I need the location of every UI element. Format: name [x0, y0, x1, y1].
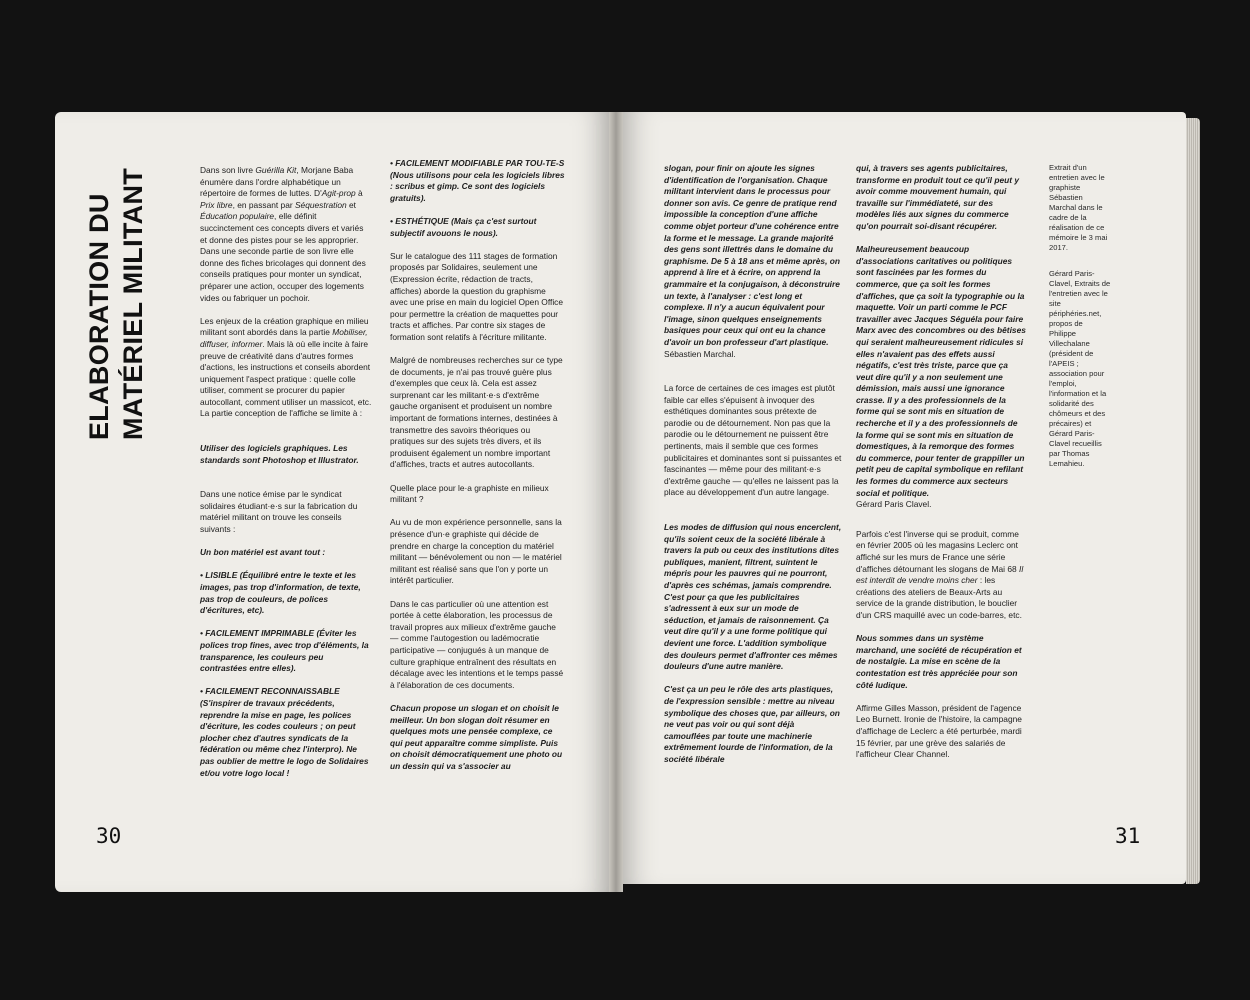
side-note-2: Gérard Paris-Clavel, Extraits de l'entretien avec le site périphéries.net, propos de Philippe Villechalane (président de l'APEIS ; association pour l'emploi, l'information et la solidarité des chômeurs et des précaires) et Gérard Paris-Clavel recueillis par Thomas Lemahieu.	[1049, 269, 1111, 468]
page-edges	[1186, 118, 1200, 884]
paragraph: La partie conception de l'affiche se limite à :	[200, 408, 363, 419]
quote: Chacun propose un slogan et on choisit le meilleur. Un bon slogan doit résumer en quelques mots une pensée complexe, ce qui peut apparaître comme simpliste. Puis on choisit démocratiquement une photo ou un dessin qui va s'associer au	[390, 702, 563, 771]
paragraph: Les enjeux de la création graphique en milieu militant sont abordés dans la partie Mobiliser, diffuser, informer. Mais là où elle incite à faire preuve de créativité dans d'autres formes d'actions, les instructions et conseils abordent uniquement l'aspect pratique : quelle colle utiliser, comment se procurer du papier autocollant, comment utiliser un massicot, etc.	[200, 315, 372, 407]
page-number-right: 31	[1115, 824, 1141, 848]
quote: Utiliser des logiciels graphiques. Les standards sont Photoshop et Illustrator.	[200, 443, 359, 465]
quote-attribution: Gérard Paris Clavel.	[856, 499, 932, 510]
quote: slogan, pour finir on ajoute les signes d'identification de l'organisation. Chaque militant intervient dans le processus pour donner son avis. Ce genre de pratique rend impossible la conception d'une affiche comme objet porteur d'une cohérence entre la forme et le message. La grande majorité des gens sont illettrés dans le domaine du graphisme. De 5 à 18 ans et même après, on apprend à lire et à écrire, on apprend la grammaire et la conjugaison, à déconstruire un texte, à l'analyser : c'est long et complexe. Il n'y a aucun équivalent pour l'image, sinon quelques enseignements basiques pour ceux qui ont eu la chance d'avoir un bon professeur d'art plastique.	[664, 163, 840, 347]
quote-attribution: Sébastien Marchal.	[664, 348, 736, 359]
paragraph: Affirme Gilles Masson, président de l'agence Leo Burnett. Ironie de l'histoire, la campagne d'affichage de Leclerc a été perturbée, mardi 15 février, par une grève des salariés de l'afficheur Clear Channel.	[856, 702, 1022, 760]
quote: qui, à travers ses agents publicitaires, transforme en produit tout ce qu'il peut y avoir comme mouvement humain, qui travaille sur l'immédiateté, sur des modèles liés aux signes du commerce qu'on pourrait soi-disant récupérer.	[856, 163, 1019, 231]
paragraph: Au vu de mon expérience personnelle, sans la présence d'un·e graphiste qui décide de prendre en charge la conception du matériel militant — bénévolement ou non — le matériel militant est réalisé sans que l'on y porte un intérêt particulier.	[390, 517, 562, 586]
paragraph: Parfois c'est l'inverse qui se produit, comme en février 2005 où les magasins Leclerc ont affiché sur les murs de France une série d'affiches détournant les slogans de Mai 68 Il est interdit de vendre moins cher : les créations des ateliers de Beaux-Arts au service de la grande distribution, le bouclier d'un CRS maquillé avec un code-barres, etc.	[856, 528, 1024, 620]
paragraph: Dans une notice émise par le syndicat solidaires étudiant·e·s sur la fabrication du matériel militant on trouve les conseils suivants :	[200, 489, 358, 535]
paragraph: Dans le cas particulier où une attention est portée à cette élaboration, les processus de travail propres aux milieux d'extrême gauche — comme l'autogestion ou ladémocratie participative — conjugués à un manque de culture graphique entraînent des résultats en décalage avec les intentions et le temps passé à l'élaboration de ces documents.	[390, 598, 564, 690]
quote: • FACILEMENT IMPRIMABLE (Éviter les polices trop fines, avec trop d'éléments, la transparence, les couleurs peu contrastées entre elles).	[200, 628, 369, 674]
text-column-2	[390, 158, 565, 784]
book-gutter	[609, 112, 623, 892]
quote: C'est ça un peu le rôle des arts plastiques, de l'expression sensible : mettre au niveau symbolique des choses que, par ailleurs, on ne veut pas voir ou qui sont déjà camouflées par toute une machinerie extrêmement lourde de l'information, de la société libérale	[664, 684, 840, 764]
page-number-left: 30	[96, 824, 122, 848]
quote: • FACILEMENT MODIFIABLE PAR TOU-TE-S (Nous utilisons pour cela les logiciels libres : scribus et gimp. Ce sont des logiciels gratuits).	[390, 158, 565, 203]
text-column-4	[856, 163, 1026, 772]
side-notes	[1049, 163, 1111, 479]
chapter-title	[82, 160, 162, 440]
paragraph: Malgré de nombreuses recherches sur ce type de documents, je n'ai pas trouvé guère plus d'exemples que ceux là. Cela est assez surprenant car les militant·e·s d'extrême gauche organisent et produisent un nombre important de formations internes, destinées à transmettre des savoirs théoriques ou pratiques sur des sujets très divers, et ils produisent également un nombre important d'affiches, tracts et autres autocollants.	[390, 355, 563, 470]
chapter-title-block	[82, 160, 162, 440]
quote: • FACILEMENT RECONNAISSABLE (S'inspirer de travaux précédents, reprendre la mise en page, les polices d'écriture, les codes couleurs ; on peut plocher chez d'autres syndicats de la fédération ou même chez l'interpro). Ne pas oublier de mettre le logo de Solidaires et/ou votre logo local !	[200, 686, 369, 778]
chapter-title-line-1: ELABORATION DU	[84, 193, 114, 440]
chapter-title-line-2: MATÉRIEL MILITANT	[118, 167, 148, 440]
paragraph: Quelle place pour le·a graphiste en milieux militant ?	[390, 482, 549, 505]
quote: Un bon matériel est avant tout :	[200, 547, 326, 558]
quote: Les modes de diffusion qui nous encerclent, qu'ils soient ceux de la société libérale à travers la pub ou ceux des institutions dites publiques, manient, filtrent, suintent le mépris pour les pauvres qui ne pourront, d'après ces schémas, jamais comprendre. C'est pour ça que les publicitaires s'adressent à eux sur un mode de séduction, et jamais de raisonnement. Ça veut dire qu'il y a une forme politique qui devient une force. L'addition symbolique des douleurs permet d'affronter ces mêmes douleurs d'une autre manière.	[664, 522, 842, 672]
paragraph: Dans son livre Guérilla Kit, Morjane Baba énumère dans l'ordre alphabétique un répertoire de formes de luttes. D'Agit-prop à Prix libre, en passant par Séquestration et Éducation populaire, elle définit succinctement ces concepts divers et variés et donne des pistes pour se les approprier. Dans une seconde partie de son livre elle donne des fiches bricolages qui donnent des conseils pratiques pour monter un syndicat, préparer une action, occuper des logements vides ou fabriquer un pochoir.	[200, 165, 366, 303]
side-note-1: Extrait d'un entretien avec le graphiste Sébastien Marchal dans le cadre de la réalisation de ce mémoire le 3 mai 2017.	[1049, 163, 1108, 252]
quote: • LISIBLE (Équilibré entre le texte et les images, pas trop d'information, de texte, pas trop de couleurs, de polices d'écritures, etc).	[200, 570, 361, 616]
quote: Nous sommes dans un système marchand, une société de récupération et de nostalgie. La mise en scène de la contestation est très appréciée pour son côté ludique.	[856, 633, 1022, 690]
quote: Malheureusement beaucoup d'associations caritatives ou politiques sont fascinées par les formes du commerce, que ça soit les formes d'affiches, que ça soit la typographie ou la maquette. Voir un parti comme le PCF travailler avec Jacques Séguéla pour faire Marx avec des concombres ou des bêtises qui seraient malheureusement ridicules si elles n'avaient pas des effets aussi négatifs, c'est très triste, parce que ça veut dire qu'il y a non seulement une démission, mais aussi une ignorance crasse. Il y a des professionnels de la forme qui se sont mis en situation de recherche et il y a des professionnels de la forme qui se sont mis en situation de domestiques, à la remorque des formes du commerce, pour tenter de grappiller un petit peu de capital symbolique en refilant les formes du commerce aux secteurs social et politique.	[856, 244, 1026, 498]
paragraph: La force de certaines de ces images est plutôt faible car elles s'épuisent à invoquer des esthétiques dominantes sous prétexte de parodie ou de détournement. Non pas que la parodie ou le détournement ne puissent être pertinents, mais il semble que ces formes publicitaires et dominantes sont si puissantes et fascinantes — même pour des militant·e·s d'extrême gauche — qu'elles ne laissent pas la place au développement d'un autre langage.	[664, 383, 842, 498]
text-column-1	[200, 165, 372, 791]
paragraph: Sur le catalogue des 111 stages de formation proposés par Solidaires, seulement une (Expression écrite, rédaction de tracts, affiches) aborde la question du graphisme avec une prise en main du logiciel Open Office pour permettre la création de maquettes pour tracts et affiches. Par contre six stages de formation sont relatifs à l'écriture militante.	[390, 250, 564, 342]
quote: • ESTHÉTIQUE (Mais ça c'est surtout subjectif avouons le nous).	[390, 215, 537, 238]
text-column-3	[664, 163, 842, 777]
